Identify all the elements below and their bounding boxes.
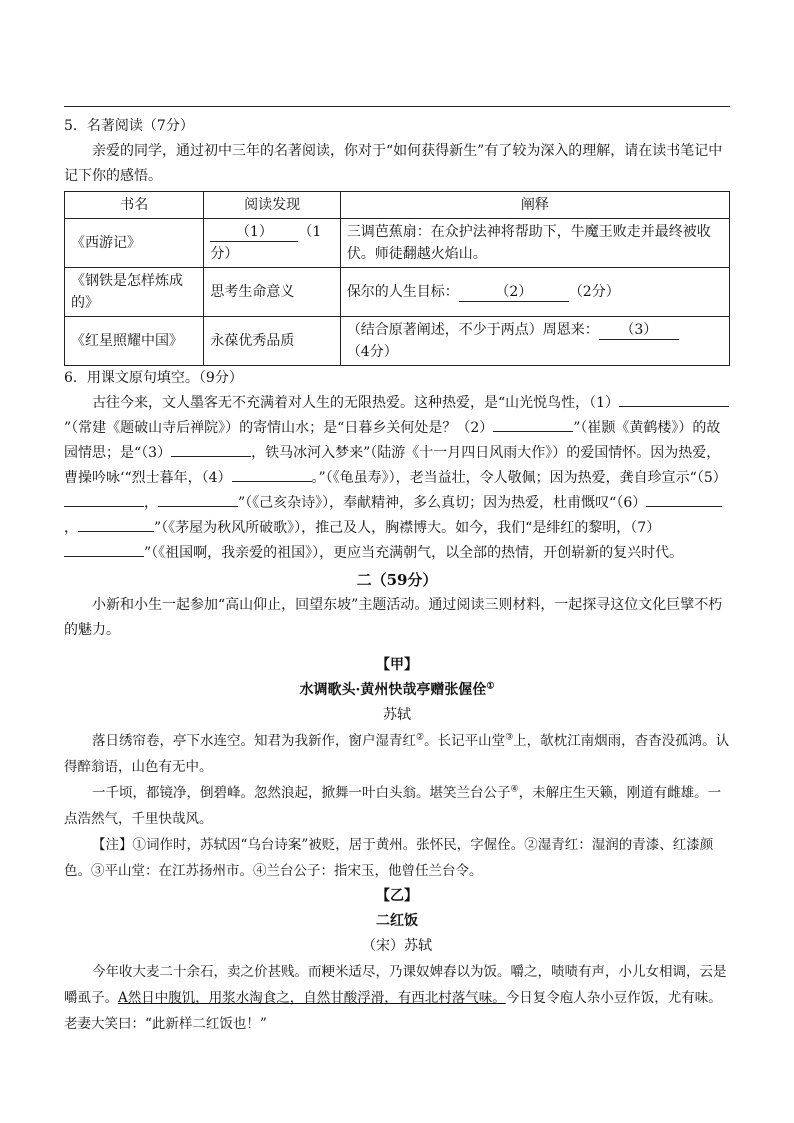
fill-blank[interactable] — [232, 481, 312, 482]
finding-cell — [204, 219, 340, 268]
explanation-text: （结合原著阐述，不少于两点）周恩来： — [346, 322, 599, 338]
essay-sentence: 今日复令庖人杂小豆作饭，尤有味。老妻大笑曰：“此新样二红饭也！” — [64, 990, 722, 1032]
reading-notes-table — [64, 191, 730, 366]
essay-author: （宋）苏轼 — [362, 938, 432, 954]
fill-blank[interactable] — [158, 506, 238, 507]
score-note: （4分） — [346, 344, 398, 360]
answer-blank[interactable]: （1） — [210, 223, 298, 242]
q6-passage — [64, 391, 730, 566]
poem-stanza-2 — [64, 780, 730, 832]
exam-page — [64, 114, 730, 1037]
passage-text: ”（《己亥杂诗》），奉献精神，多么真切；因为热爱，杜甫慨叹“（6） — [238, 495, 647, 511]
fill-blank[interactable] — [646, 506, 722, 507]
explanation-text: 保尔的人生目标： — [346, 284, 459, 300]
q5-title: 5．名著阅读（7分） — [64, 118, 194, 134]
header-explanation: 阐释 — [340, 192, 729, 219]
essay-title: 二红饭 — [376, 913, 418, 929]
section-heading: 二（59分） — [356, 571, 438, 589]
passage-text: ”（崔颢《黄鹤楼》）的故园情思；是“（3） — [64, 420, 721, 461]
fill-blank[interactable] — [171, 456, 251, 457]
answer-blank[interactable]: （3） — [599, 321, 679, 340]
score-note: （2分） — [568, 284, 620, 300]
header-book: 书名 — [65, 192, 204, 219]
underlined-sentence-a: A然日中腹饥，用浆水淘食之，自然甘酸浮滑，有西北村落气味。 — [118, 990, 506, 1006]
footnote-mark: ② — [416, 732, 425, 743]
footnote-mark: ① — [486, 681, 495, 692]
material-label-yi: 【乙】 — [376, 888, 418, 904]
poem-notes: 【注】①词作时，苏轼因“乌台诗案”被贬，居于黄州。张怀民，字偓佺。②湿青红：湿润的青漆、红漆颜色。③平山堂：在江苏扬州市。④兰台公子：指宋玉，他曾任兰台令。 — [64, 837, 714, 879]
explanation-cell — [340, 317, 729, 366]
passage-text: 。”（《龟虽寿》），老当益壮，令人敬佩；因为热爱，龚自珍宣示“（5） — [311, 470, 727, 486]
score-note: （1分） — [210, 224, 322, 262]
q5-intro: 亲爱的同学，通过初中三年的名著阅读，你对于“如何获得新生”有了较为深入的理解，请在读书笔记中记下你的感悟。 — [64, 143, 723, 184]
header-rule — [64, 106, 730, 107]
poem-text: 上，欹枕江南烟雨，杳杳没孤鸿。认得醉翁语，山色有无中。 — [64, 733, 730, 775]
book-cell: 《红星照耀中国》 — [65, 317, 204, 366]
passage-text: ”（《茅屋为秋风所破歌》），推己及人，胸襟博大。如今，我们“是绯红的黎明，（7） — [154, 520, 661, 536]
finding-cell: 思考生命意义 — [204, 268, 340, 317]
poem-stanza-1 — [64, 728, 730, 780]
table-row — [65, 317, 730, 366]
footnote-mark: ③ — [505, 732, 514, 743]
material-label-jia: 【甲】 — [376, 657, 418, 673]
footnote-mark: ④ — [510, 784, 519, 795]
fill-blank[interactable] — [64, 556, 144, 557]
section-intro: 小新和小生一起参加“高山仰止，回望东坡”主题活动。通过阅读三则材料，一起探寻这位文化巨擘不朽的魅力。 — [64, 597, 723, 638]
fill-blank[interactable] — [78, 531, 154, 532]
book-cell: 《西游记》 — [65, 219, 204, 268]
poem-author: 苏轼 — [383, 707, 411, 723]
poem-text: 一千顷，都镜净，倒碧峰。忽然浪起，掀舞一叶白头翁。堪笑兰台公子 — [92, 785, 511, 801]
fill-blank[interactable] — [619, 406, 729, 407]
passage-text: ”（常建《题破山寺后禅院》）的寄情山水；是“日暮乡关何处是？（2） — [64, 420, 494, 436]
fill-blank[interactable] — [64, 506, 144, 507]
poem-text: 。长记平山堂 — [424, 733, 506, 749]
passage-text: ，铁马冰河入梦来”（陆游《十一月四日风雨大作》）的爱国情怀。因为热爱，曹操吟咏‘“烈士暮年，（4） — [64, 445, 721, 486]
passage-text: 古往今来，文人墨客无不充满着对人生的无限热爱。这种热爱，是“山光悦鸟性，（1） — [92, 395, 620, 411]
poem-title — [64, 678, 730, 703]
explanation-cell: 三调芭蕉扇：在众护法神将帮助下，牛魔王败走并最终被收伏。师徒翻越火焰山。 — [340, 219, 729, 268]
essay-sentence: 今年收大麦二十余石，卖之价甚贱。而粳米适尽，乃课奴婢舂以为饭。嚼之，啧啧有声，小儿女相调，云是嚼虱子。 — [64, 964, 727, 1006]
finding-cell: 永葆优秀品质 — [204, 317, 340, 366]
table-row — [65, 219, 730, 268]
essay-text — [64, 959, 730, 1037]
poem-text: ，未解庄生天籁，刚道有雌雄。一点浩然气，千里快哉风。 — [64, 785, 722, 827]
fill-blank[interactable] — [493, 431, 573, 432]
table-row — [65, 268, 730, 317]
table-header-row — [65, 192, 730, 219]
poem-title-text: 水调歌头·黄州快哉亭赠张偓佺 — [299, 682, 487, 698]
passage-text: ”（《祖国啊，我亲爱的祖国》），更应当充满朝气，以全部的热情，开创崭新的复兴时代。 — [144, 545, 684, 561]
q6-title: 6．用课文原句填空。（9分） — [64, 370, 243, 386]
explanation-cell — [340, 268, 729, 317]
header-finding: 阅读发现 — [204, 192, 340, 219]
poem-text: 落日绣帘卷，亭下水连空。知君为我新作，窗户湿青红 — [92, 733, 416, 749]
passage-text: ， — [144, 495, 158, 511]
answer-blank[interactable]: （2） — [459, 283, 569, 302]
passage-text: ， — [64, 520, 78, 536]
book-cell: 《钢铁是怎样炼成的》 — [65, 268, 204, 317]
